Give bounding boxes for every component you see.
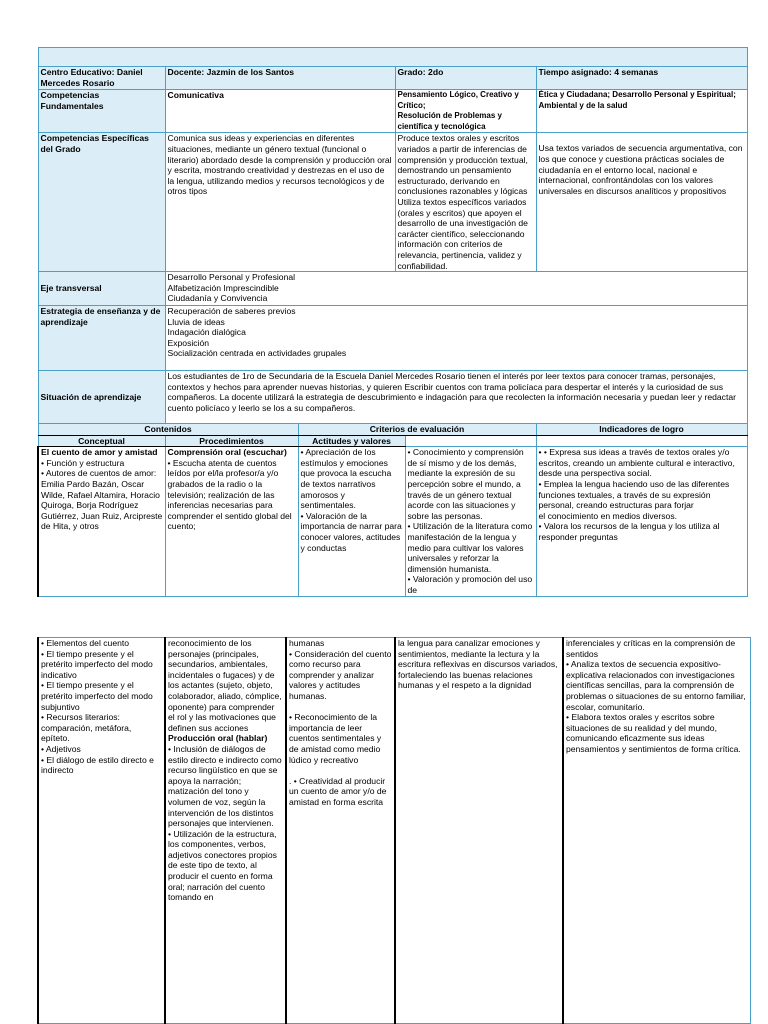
grado-cell: Grado: 2do xyxy=(395,67,536,90)
especifica-3 xyxy=(536,133,747,272)
planning-table-page2 xyxy=(37,637,751,1024)
competencias-fundamentales-row xyxy=(38,90,747,133)
competencia-comunicativa: Comunicativa xyxy=(165,90,395,133)
criterios-cell-1: • Conocimiento y comprensión de sí mismo y de los demás, mediante la expresión de su percepción sobre el mundo, a través de un género textual acorde con las situaciones y sobre las personas. • Utilización de la literatura como manifestación de la lengua y medio para cultivar los valores universales y reforzar la dimensión humanista. • Valoración y promoción del uso de xyxy=(405,447,536,596)
indicadores-header: Indicadores de logro xyxy=(536,424,747,436)
conceptual-cell-1 xyxy=(38,447,165,596)
proc-title-1: Comprensión oral (escuchar) xyxy=(167,447,287,458)
especifica-1: Comunica sus ideas y experiencias en diferentes situaciones, mediante un género textual (funcional o literario) abordado desde la comprensión y producción oral y escrita, mostrando creatividad y destrezas en el uso de la lengua, utilizando medios y recursos tecnológicos y de otros tipos xyxy=(165,133,395,272)
conceptual-cell-2: • Elementos del cuento • El tiempo presente y el pretérito imperfecto del modo indicativo • El tiempo presente y el pretérito imperfecto del modo subjuntivo • Recursos literarios: comparación, metáfora, epíteto. • Adjetivos • El diálogo de estilo directo e indirecto xyxy=(38,638,165,1024)
eje-value: Desarrollo Personal y Profesional Alfabetización Imprescindible Ciudadanía y Convivencia xyxy=(165,272,747,306)
situacion-row xyxy=(38,371,747,424)
especifica-2: Produce textos orales y escritos variados a partir de inferencias de comprensión y producción textual, demostrando un pensamiento estructurado, derivando en conclusiones razonables y lógicas Utiliza textos específicos variados (orales y escritos) que apoyen el desarrollo de una investigación de carácter científico, seleccionando información con criterios de relevancia, pertinencia, validez y confiabilidad. xyxy=(395,133,536,272)
content-row-page1 xyxy=(38,447,747,596)
situacion-label: Situación de aprendizaje xyxy=(38,371,165,424)
estrategia-row xyxy=(38,306,747,371)
section-header-row xyxy=(38,424,747,436)
criterios-cell-2: la lengua para canalizar emociones y sentimientos, mediante la lectura y la escritura reflexivas en discursos variados, fortaleciendo las buenas relaciones humanas y el respeto a la dignidad xyxy=(395,638,563,1024)
competencias-fundamentales-label: Competencias Fundamentales xyxy=(38,90,165,133)
competencias-especificas-row xyxy=(38,133,747,272)
especifica-3-text: Usa textos variados de secuencia argumentativa, con los que conoce y cuestiona prácticas sociales de ciudadanía en el entorno local, nacional e internacional, confrontándolas con los valores universales en discursos analíticos y propositivos xyxy=(538,143,743,196)
header-row xyxy=(38,67,747,90)
actitudes-cell-2: humanas • Consideración del cuento como recurso para comprender y analizar valores y actitudes humanas. • Reconocimiento de la importancia de leer cuentos sentimentales y de amistad como medio lúdico y recreativo . • Creatividad al producir un cuento de amor y/o de amistad en forma escrita xyxy=(286,638,395,1024)
proc-text-2b: • Inclusión de diálogos de estilo directo e indirecto como recurso lingüístico en que se apoya la narración; matización del tono y volumen de voz, según la intervención de los distintos personajes que intervienen. • Utilización de la estructura, los componentes, verbos, adjetivos conectores propios de este tipo de texto, al producir el cuento en forma oral; narración del cuento tomando en xyxy=(168,743,282,903)
content-row-page2 xyxy=(38,638,750,1024)
eje-row xyxy=(38,272,747,306)
banner-row xyxy=(38,48,747,67)
procedimientos-header: Procedimientos xyxy=(165,435,298,447)
competencias-especificas-label: Competencias Específicas del Grado xyxy=(38,133,165,272)
estrategia-label: Estrategia de enseñanza y de aprendizaje xyxy=(38,306,165,371)
actitudes-cell-1: • Apreciación de los estímulos y emociones que provoca la escucha de textos narrativos amorosos y sentimentales. • Valoración de la importancia de narrar para conocer valores, actitudes y conductas xyxy=(298,447,405,596)
tiempo-cell: Tiempo asignado: 4 semanas xyxy=(536,67,747,90)
centro-cell: Centro Educativo: Daniel Mercedes Rosario xyxy=(38,67,165,90)
criterios-sub-blank xyxy=(405,435,536,447)
estrategia-value: Recuperación de saberes previos Lluvia de ideas Indagación dialógica Exposición Socialización centrada en actividades grupales xyxy=(165,306,747,371)
actitudes-header: Actitudes y valores xyxy=(298,435,405,447)
conceptual-header: Conceptual xyxy=(38,435,165,447)
indicadores-cell-1: • • Expresa sus ideas a través de textos orales y/o escritos, creando un ambiente cultural e interactivo, desde una perspectiva social. • Emplea la lengua haciendo uso de las diferentes funciones textuales, a través de su expresión personal, creando estructuras para forjar el conocimiento en medios diversos. • Valora los recursos de la lengua y los utiliza al responder preguntas xyxy=(536,447,747,596)
procedimientos-cell-2 xyxy=(165,638,286,1024)
conceptual-text-1: • Función y estructura • Autores de cuentos de amor: Emilia Pardo Bazán, Oscar Wilde, Rafael Altamira, Horacio Quiroga, Borja Rodríguez Gutiérrez, Juan Ruiz, Arcipreste de Hita, y otros xyxy=(41,457,163,532)
situacion-value: Los estudiantes de 1ro de Secundaria de la Escuela Daniel Mercedes Rosario tienen el interés por leer textos para conocer tramas, personajes, contextos y hechos para aprender nuevas historias, y quieren Escribir cuentos con trama policíaca para despertar el interés y la curiosidad de sus compañeros. La docente utilizará la estrategia de descubrimiento e indagación para que recolecten la información necesaria y puedan leer y redactar cuento policíaco y leerlo se los a su compañeros. xyxy=(165,371,747,424)
competencia-etica: Ética y Ciudadana; Desarrollo Personal y Espiritual; Ambiental y de la salud xyxy=(536,90,747,133)
subheader-row xyxy=(38,435,747,447)
eje-label: Eje transversal xyxy=(38,272,165,306)
proc-text-1: • Escucha atenta de cuentos leídos por el/la profesor/a y/o grabados de la radio o la televisión; realización de las inferencias necesarias para comprender el sentido global del cuento; xyxy=(167,457,292,532)
competencia-pensamiento: Pensamiento Lógico, Creativo y Crítico; Resolución de Problemas y científica y tecnológica xyxy=(395,90,536,133)
conceptual-title: El cuento de amor y amistad xyxy=(41,447,158,458)
contenidos-header: Contenidos xyxy=(38,424,298,436)
proc-title-2: Producción oral (hablar) xyxy=(168,733,268,744)
planning-table-page1 xyxy=(37,47,748,597)
docente-cell: Docente: Jazmin de los Santos xyxy=(165,67,395,90)
proc-text-2a: reconocimiento de los personajes (principales, secundarios, ambientales, incidentales o fugaces) y de los actantes (sujeto, objeto, colaborador, aliado, cómplice, oponente) para comprender el rol y las motivaciones que definen sus acciones xyxy=(168,638,282,733)
indicadores-cell-2: inferenciales y críticas en la comprensión de sentidos • Analiza textos de secuencia expositivo-explicativa relacionados con investigaciones científicas sencillas, para la comprensión de problemas o situaciones de su entorno familiar, escolar, comunitario. • Elabora textos orales y escritos sobre situaciones de su realidad y del mundo, comunicando eficazmente sus ideas pensamientos y sentimientos de forma crítica. xyxy=(563,638,750,1024)
indicadores-sub-blank xyxy=(536,435,747,447)
criterios-header: Criterios de evaluación xyxy=(298,424,536,436)
procedimientos-cell-1 xyxy=(165,447,298,596)
